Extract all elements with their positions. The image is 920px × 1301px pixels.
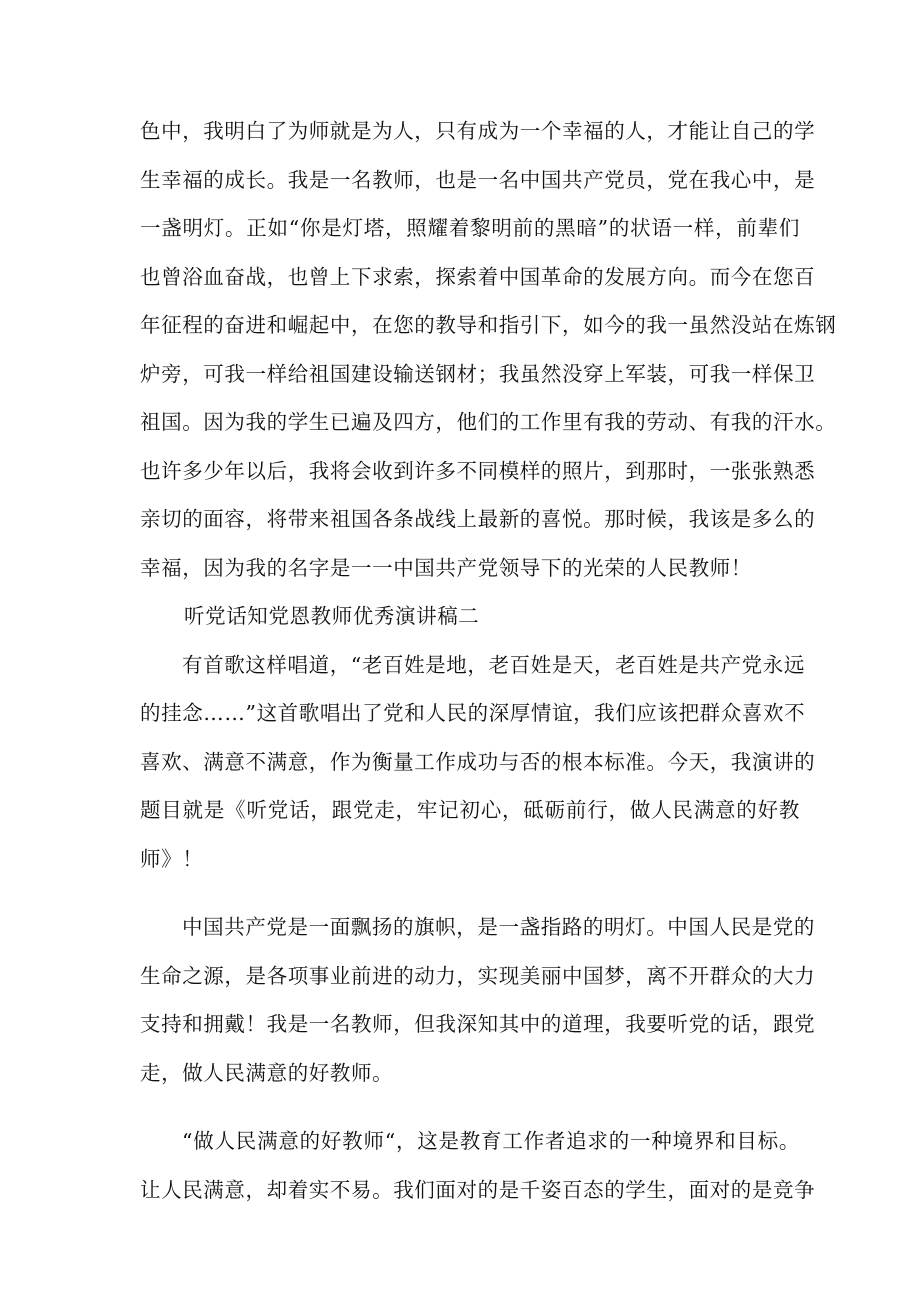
paragraph-line: 支持和拥戴！我是一名教师，但我深知其中的道理，我要听党的话，跟党 — [140, 1012, 816, 1036]
paragraph-line: 题目就是《听党话，跟党走，牢记初心，砥砺前行，做人民满意的好教 — [140, 798, 800, 822]
paragraph-line: 祖国。因为我的学生已遍及四方，他们的工作里有我的劳动、有我的汗水。 — [140, 410, 837, 434]
paragraph-line: 炉旁，可我一样给祖国建设输送钢材；我虽然没穿上军装，可我一样保卫 — [140, 361, 816, 386]
document-body — [140, 107, 837, 1214]
paragraph-line: 的挂念……”这首歌唱出了党和人民的深厚情谊，我们应该把群众喜欢不 — [140, 701, 806, 725]
paragraph-2 — [140, 641, 816, 884]
paragraph-line: 幸福，因为我的名字是一一中国共产党领导下的光荣的人民教师！ — [140, 555, 752, 580]
paragraph-continuation — [140, 107, 837, 592]
paragraph-4 — [140, 1117, 816, 1214]
section-title: 听党话知党恩教师优秀演讲稿二 — [184, 604, 480, 628]
paragraph-line: 有首歌这样唱道，“老百姓是地，老百姓是天，老百姓是共产党永远 — [182, 652, 805, 677]
paragraph-line: 师》！ — [140, 846, 204, 871]
paragraph-line: 亲切的面容，将带来祖国各条战线上最新的喜悦。那时候，我该是多么的 — [140, 507, 816, 531]
paragraph-line: 一盏明灯。正如“你是灯塔，照耀着黎明前的黑暗”的状语一样，前辈们 — [140, 216, 800, 240]
paragraph-line: 也许多少年以后，我将会收到许多不同模样的照片，到那时，一张张熟悉 — [140, 458, 816, 483]
paragraph-line: 年征程的奋进和崛起中，在您的教导和指引下，如今的我一虽然没站在炼钢 — [140, 313, 837, 337]
paragraph-line: 生幸福的成长。我是一名教师，也是一名中国共产党员，党在我心中，是 — [140, 167, 816, 192]
paragraph-line: “做人民满意的好教师“，这是教育工作者追求的一种境界和目标。 — [182, 1129, 800, 1153]
paragraph-line: 让人民满意，却着实不易。我们面对的是千姿百态的学生，面对的是竞争 — [140, 1177, 816, 1202]
paragraph-line: 也曾浴血奋战，也曾上下求索，探索着中国革命的发展方向。而今在您百 — [140, 264, 816, 289]
paragraph-line: 喜欢、满意不满意，作为衡量工作成功与否的根本标准。今天，我演讲的 — [140, 749, 816, 774]
paragraph-line: 中国共产党是一面飘扬的旗帜，是一盏指路的明灯。中国人民是党的 — [182, 915, 815, 939]
paragraph-line: 色中，我明白了为师就是为人，只有成为一个幸福的人，才能让自己的学 — [140, 119, 816, 143]
paragraph-line: 生命之源，是各项事业前进的动力，实现美丽中国梦，离不开群众的大力 — [140, 963, 816, 988]
paragraph-line: 走，做人民满意的好教师。 — [140, 1060, 394, 1085]
paragraph-3 — [140, 903, 816, 1097]
